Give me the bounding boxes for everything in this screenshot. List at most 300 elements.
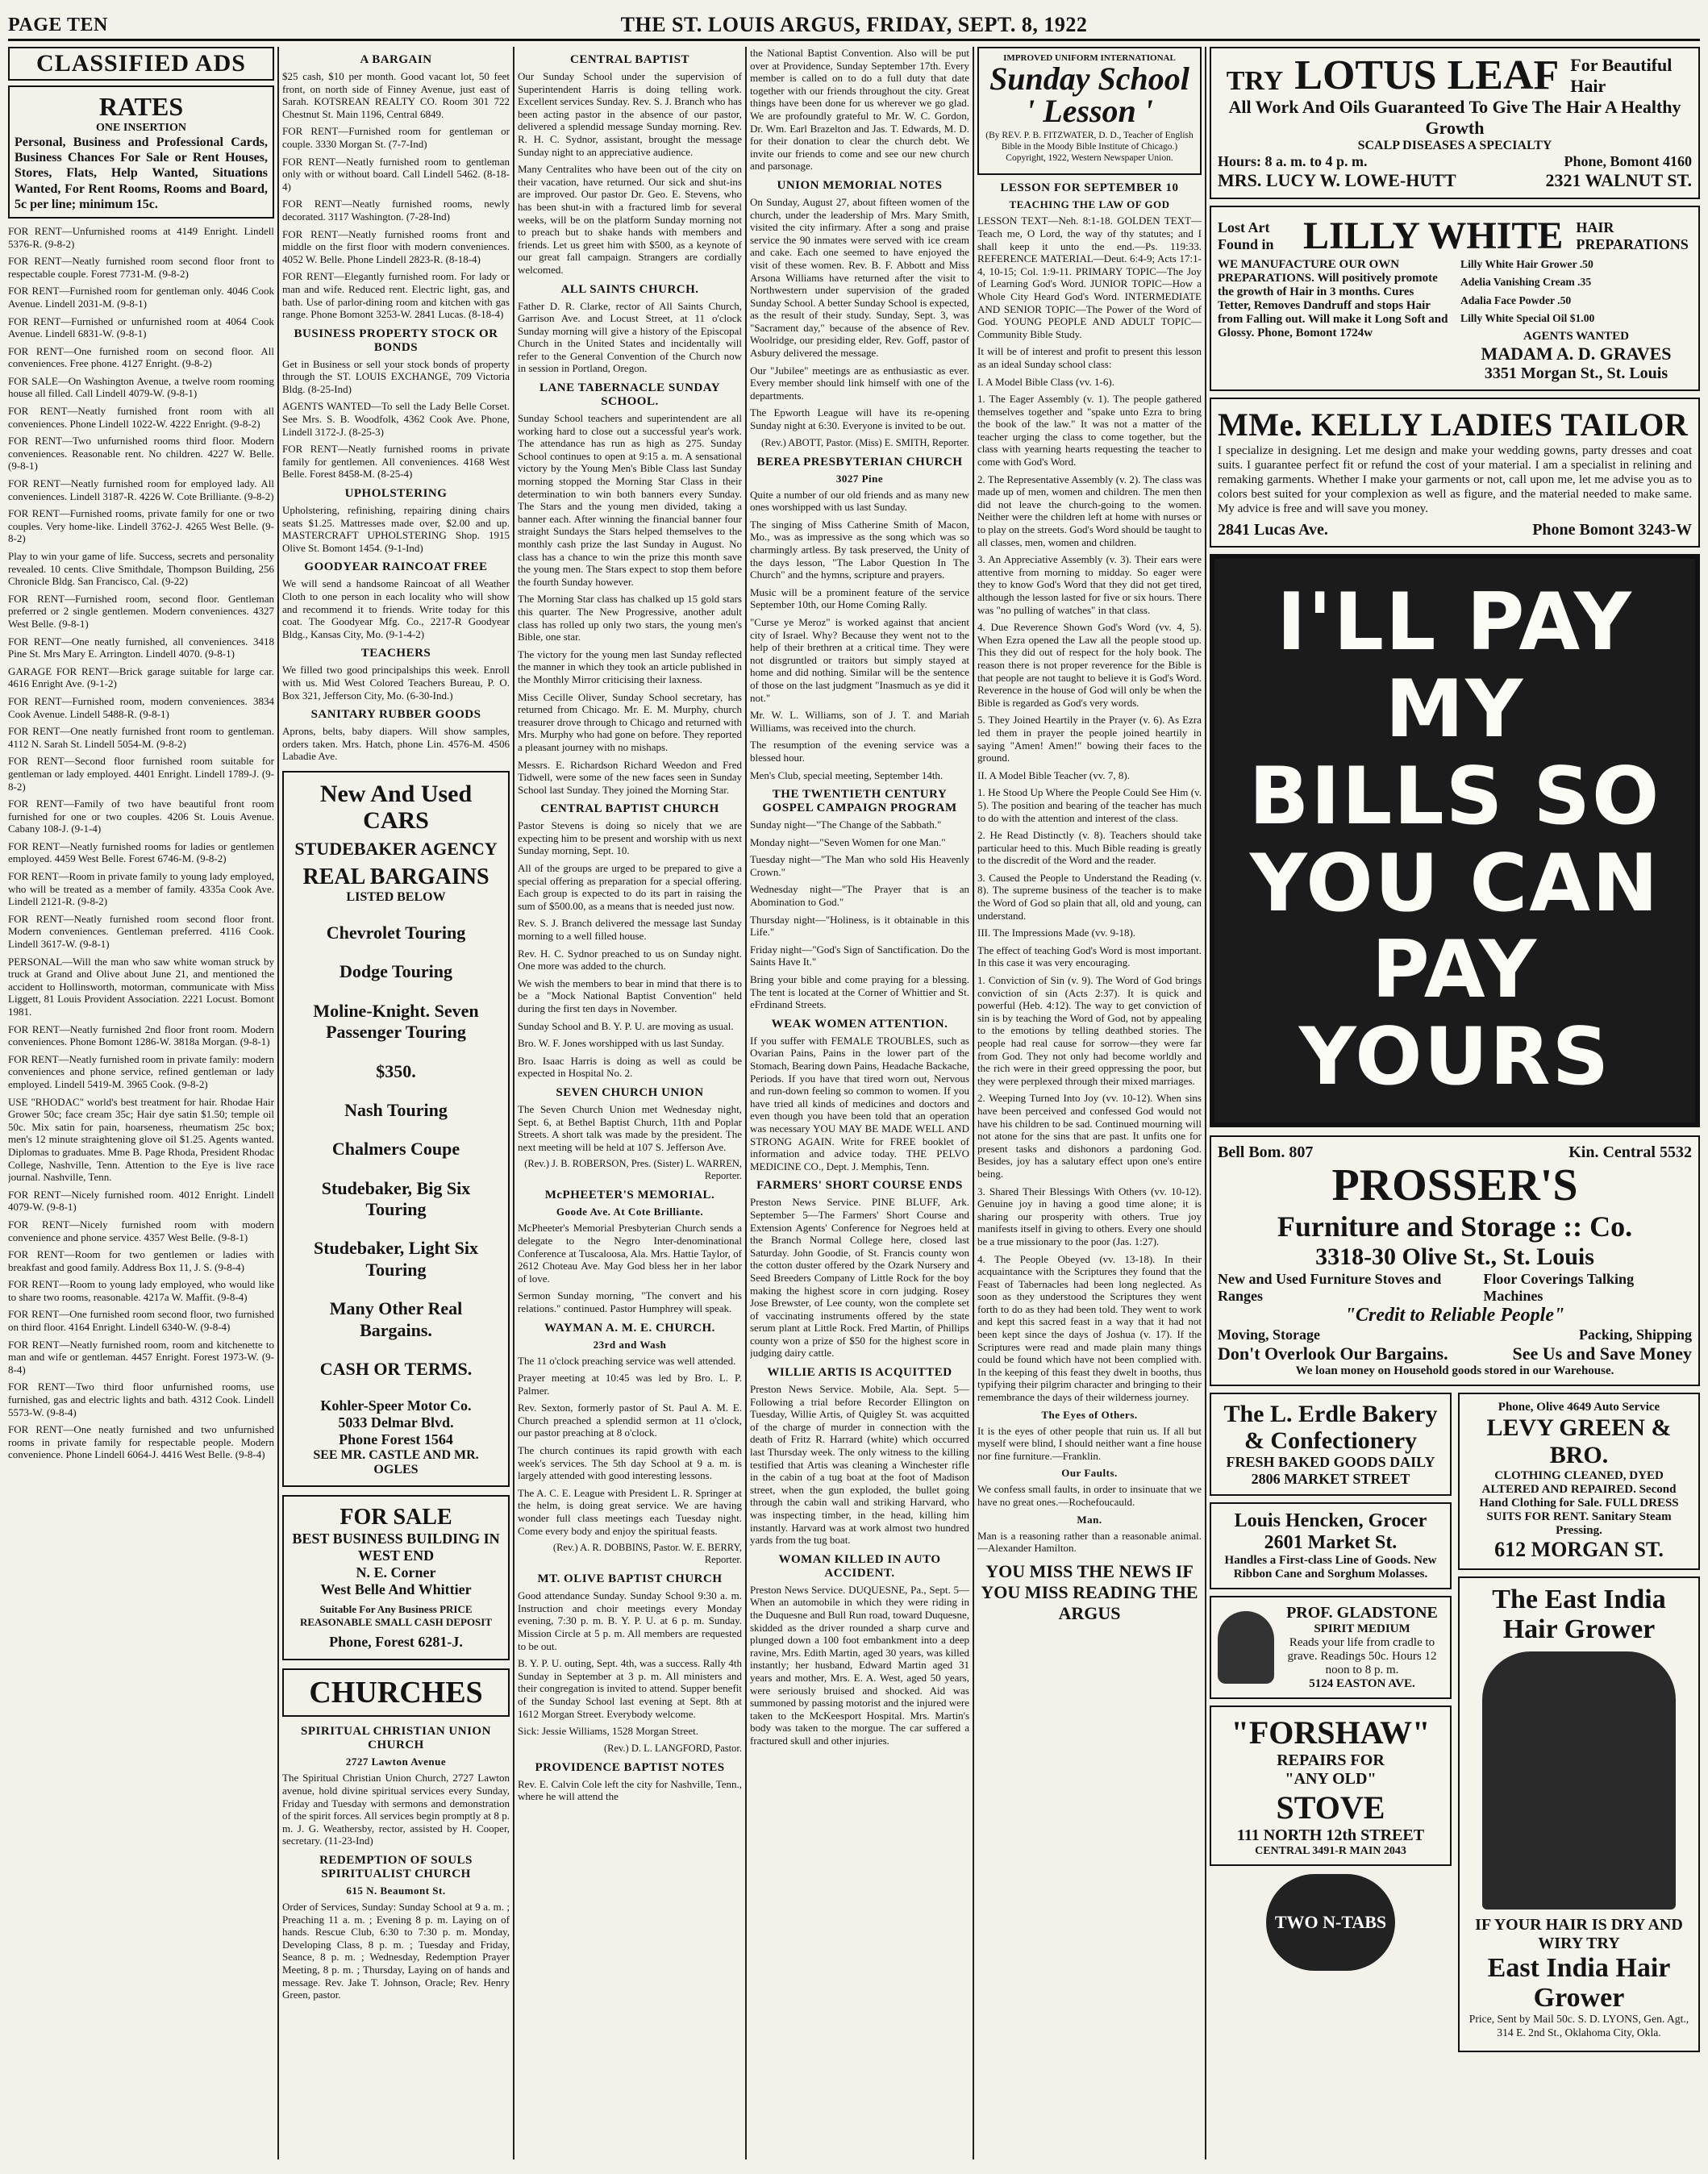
east-india-name-repeat: East India Hair Grower	[1487, 1952, 1671, 2013]
paragraph: The 11 o'clock preaching service was well attended.	[518, 1354, 736, 1367]
lotus-guarantee: All Work And Oils Guaranteed To Give The Hair A Healthy Growth	[1228, 97, 1681, 138]
lane-tabernacle-body	[518, 412, 742, 796]
paragraph: Sunday School teachers and superintendent are all working hard to close out a successful year's work. The attendance has run as high as 275. Sunday School continues to open at 9:15 a. m. A sensational victory by the Young Men's Bible Class last Sunday morning stopped the Morning Star Class in their determination to win both banners every Sunday. The Stars and the young men divided, taking a banner each. After winning the financial banner four straight Sundays the Stars helped themselves to the monthly cash prize the last Sunday in August. No class has a chance to win the prize this month save the young men. The Stars expect to stop them before the fourth Sunday however.	[518, 412, 742, 588]
teachers-body: We filled two good principalships this week. Enroll with us. Mid West Colored Teachers Bureau, P. O. Box 321, Jefferson City, Mo. (6-30-Ind.)	[282, 664, 510, 702]
gladstone-address: 5124 EASTON AVE.	[1309, 1676, 1415, 1690]
paragraph: All of the groups are urged to be prepared to give a special offering as preparation for a special offering. Each group is expected to do its part in raising the sum of $500.00, as a means that is needed just now.	[518, 862, 742, 912]
gladstone-body: Reads your life from cradle to grave. Readings 50c. Hours 12 noon to 8 p. m.	[1287, 1635, 1437, 1676]
paragraph: Friday night—"God's Sign of Sanctification. Do the Saints Have It."	[750, 943, 969, 968]
lotus-hours: Hours: 8 a. m. to 4 p. m.	[1218, 153, 1368, 169]
classified-ad: FOR RENT—One neatly furnished, all conveniences. 3418 Pine St. Mrs Mary E. Arrington. Lindell 4070. (9-8-1)	[8, 635, 274, 660]
spiritual-address: 2727 Lawton Avenue	[345, 1755, 447, 1768]
forshaw-phone: CENTRAL 3491-R MAIN 2043	[1255, 1844, 1406, 1857]
paragraph: Bring your bible and come praying for a blessing. The tent is located at the Corner of Whittier and St. eFrdinand Streets.	[750, 973, 969, 1011]
faults-body: We confess small faults, in order to insinuate that we have no great ones.—Rochefoucauld.	[977, 1483, 1202, 1509]
paragraph: I. A Model Bible Class (vv. 1-6).	[977, 375, 1114, 388]
classified-ad: FOR RENT—Neatly furnished room second floor front. Modern conveniences. Gentleman preferred. 4116 Cook. Lindell 3617-W. (9-8-1)	[8, 912, 274, 951]
weak-women-heading: WEAK WOMEN ATTENTION.	[771, 1017, 948, 1031]
classified-ad: FOR RENT—One furnished room on second floor. All conveniences. Free phone. 4127 Enright. (9-8-2)	[8, 344, 274, 370]
prosser-subtitle: Furniture and Storage :: Co.	[1277, 1210, 1633, 1243]
east-india-prompt: IF YOUR HAIR IS DRY AND WIRY TRY	[1475, 1915, 1683, 1952]
classified-header	[8, 47, 274, 81]
lower-ads	[1210, 1393, 1700, 2059]
wayman-byline: (Rev.) A. R. DOBBINS, Pastor. W. E. BERRY, Reporter.	[552, 1542, 742, 1566]
for-sale-line: West Belle And Whittier	[320, 1581, 472, 1598]
central-baptist-heading: CENTRAL BAPTIST	[570, 53, 689, 66]
masthead	[8, 11, 1700, 41]
kelly-tailor-ad	[1210, 398, 1700, 548]
paragraph: Our "Jubilee" meetings are as enthusiastic as ever. Every member should link himself with one of the departments.	[750, 364, 969, 402]
hencken-tagline: Handles a First-class Line of Goods. New Ribbon Cane and Sorghum Molasses.	[1224, 1553, 1437, 1581]
lilly-madam: MADAM A. D. GRAVES	[1481, 344, 1672, 364]
column-five	[977, 47, 1202, 2159]
prosser-bell-phone: Bell Bom. 807	[1218, 1143, 1314, 1162]
paragraph: 5. They Joined Heartily in the Prayer (v. 6). As Ezra led them in prayer the people joined heartily in saying "Amen! Amen!" bowing their faces to the ground.	[977, 714, 1202, 764]
paragraph: Monday night—"Seven Women for one Man."	[750, 835, 946, 848]
for-sale-line: BEST BUSINESS BUILDING IN WEST END	[292, 1531, 500, 1564]
classified-ad: FOR RENT—Room to young lady employed, who would like to share two rooms, reasonable. 4217a W. Maffit. (9-8-4)	[8, 1278, 274, 1303]
kelly-phone: Phone Bomont 3243-W	[1532, 521, 1692, 539]
providence-body: Rev. E. Calvin Cole left the city for Nashville, Tenn., where he will attend the	[518, 1777, 742, 1803]
levy-name: LEVY GREEN & BRO.	[1486, 1414, 1672, 1468]
classified-ad: FOR RENT—Second floor furnished room suitable for gentleman or lady employed. 4401 Enright. Lindell 1789-J. (9-8-2)	[8, 755, 274, 793]
car-listing: Chalmers Coupe	[331, 1139, 460, 1160]
man-body: Man is a reasoning rather than a reasonable animal.—Alexander Hamilton.	[977, 1529, 1202, 1555]
prosser-name: PROSSER'S	[1331, 1160, 1578, 1211]
gladstone-portrait	[1218, 1611, 1274, 1684]
mcpheeters-heading: McPHEETER'S MEMORIAL.	[544, 1189, 715, 1202]
for-sale-phone: Phone, Forest 6281-J.	[329, 1634, 463, 1651]
paragraph: 4. The People Obeyed (vv. 13-18). In their acquaintance with the Scriptures they found that the Feast of Tabernacles had been long neglected. As soon as they understood the Scriptures they went forth to do as they had been told. They went to work and kept this sacred feast in a way that it had not been kept since the days of Joshua (v. 17). If the Scriptures were read and made plain many things could be found which have not been complied with. In the keeping of this feast they dwelt in booths, thus typifying their pilgrim character and bringing to their remembrance the days of their wilderness journey.	[977, 1252, 1202, 1404]
paragraph: Rev. S. J. Branch delivered the message last Sunday morning to a well filled house.	[518, 917, 742, 943]
classified-ad: Play to win your game of life. Success, secrets and personality revealed. 10 cents. Clive Smithdale, Thompson Building, 256 Chronicle Bldg. San Francisco, Cal. (9-22)	[8, 550, 274, 588]
business-body: Get in Business or sell your stock bonds of property through the ST. LOUIS EXCHANGE, 709 Victoria Bldg. (8-25-Ind)	[282, 357, 510, 395]
paragraph: 1. The Eager Assembly (v. 1). The people gathered themselves together and "spake unto Ezra to bring the book of the law." It was not a matter of the teacher urging the class to come together, but the class with yearning hearts requesting the teacher to come with God's Word.	[977, 393, 1202, 469]
classified-title: CLASSIFIED ADS	[36, 50, 246, 77]
lilly-claims: WE MANUFACTURE OUR OWN PREPARATIONS. Will positively promote the growth of Hair in 3 months. Cures Tetter, Removes Dandruff and stops Hair from Falling out. Will make it Long Soft and Glossy. Phone, Bomont 1724w	[1218, 258, 1448, 339]
classified-ad: FOR RENT—Neatly furnished rooms for ladies or gentlemen employed. 4459 West Belle. Forest 6746-M. (9-8-2)	[8, 839, 274, 865]
column-rule	[973, 47, 974, 2159]
paragraph: Messrs. E. Richardson Richard Weedon and Fred Tidwell, were some of the new faces seen in Sunday School last Sunday. They joined the Morning Star.	[518, 758, 742, 796]
paragraph: B. Y. P. U. outing, Sept. 4th, was a success. Rally 4th Sunday in September at 3 p. m. All ministers and their congregation is invited to attend. Supper benefit of the Sunday School last evening at Sept. 8th at 1612 Morgan Street. Everybody welcome.	[518, 1657, 742, 1720]
paragraph: Sunday School and B. Y. P. U. are moving as usual.	[518, 1019, 734, 1032]
forshaw-name: "FORSHAW"	[1231, 1714, 1431, 1751]
car-listing: Studebaker, Light Six Touring	[314, 1238, 478, 1280]
twentieth-century-heading: THE TWENTIETH CENTURY GOSPEL CAMPAIGN PROGRAM	[762, 788, 957, 815]
wayman-body	[518, 1355, 742, 1538]
classified-ad: FOR RENT—Family of two have beautiful front room furnished for one or two couples. 4206 St. Louis Avenue. Cabany 108-J. (9-1-4)	[8, 798, 274, 835]
classified-ad: FOR RENT—Two unfurnished rooms third floor. Modern conveniences. Reasonable rent. No children. 4227 W. Belle. (9-8-1)	[8, 435, 274, 473]
paragraph: The A. C. E. League with President L. R. Springer at the helm, is doing great service. We are having wonder full class meetings each Tuesday night. Come every body and enjoy the spiritual feasts.	[518, 1486, 742, 1537]
lotus-for: For Beautiful Hair	[1570, 55, 1673, 96]
man-heading: Man.	[1077, 1513, 1102, 1526]
prosser-save: See Us and Save Money	[1512, 1343, 1692, 1364]
lesson-kicker: IMPROVED UNIFORM INTERNATIONAL	[1003, 53, 1176, 63]
cars-agency: STUDEBAKER AGENCY	[294, 838, 498, 859]
kelly-body: I specialize in designing. Let me design and make your wedding gowns, party dresses and coat suits. I guarantee perfect fit or refund the cost of your material. I am a specialist in relining and remaking garments. Whether I make your garments or not, call upon me, let me advise you as to colors best suited for your complexion as well as figure, and the material needed to make same. My advice is free and will save you money.	[1218, 444, 1692, 516]
paragraph: Good attendance Sunday. Sunday School 9:30 a. m. Instruction and choir meetings every Monday evening, 7:30 p. m. B. Y. P. U. at 6 p. m. Sunday. Mission Circle at 5 p. m. All members are requested to be out.	[518, 1589, 742, 1652]
faults-heading: Our Faults.	[1061, 1467, 1118, 1480]
rent-ad: FOR RENT—Neatly furnished rooms, newly decorated. 3117 Washington. (7-28-Ind)	[282, 198, 510, 223]
column-three	[518, 47, 742, 2159]
willie-artis-body: Preston News Service. Mobile, Ala. Sept. 5—Following a trial before Recorder Ellington on Tuesday, Willie Artis, of Quigley St. was acquitted of the charge of murder in connection with the death of Fritz R. Harrard (white) which occurred last Thursday week. The only witness to the killing testified that Artis was cleaning a Winchester rifle in the cabin of a tug boat at the foot of Madison street, when the gun exploded, the bullet going through the cabin wall and striking Harvard, who was inspecting timber, in the head, killing him instantly. Harvard was at work almost two hundred yards from the tug boat.	[750, 1383, 969, 1547]
classified-ad: FOR RENT—Room for two gentlemen or ladies with breakfast and good family. Address Box 11, J. S. (9-8-4)	[8, 1248, 274, 1273]
column-four	[750, 47, 969, 2159]
teachers-heading: TEACHERS	[360, 647, 431, 660]
lesson-body	[977, 345, 1202, 1403]
gladstone-name: PROF. GLADSTONE	[1286, 1603, 1438, 1622]
paragraph: The effect of teaching God's Word is most important. In this case it was very encouraging.	[977, 943, 1202, 969]
rates-body: Personal, Business and Professional Cards, Business Chances For Sale or Rent Houses, Stores, Flats, Help Wanted, Situations Wanted, For Rent Rooms, Rooms and Board, 5c per line; minimum 15c.	[15, 135, 268, 211]
paragraph: Bro. W. F. Jones worshipped with us last Sunday.	[518, 1037, 724, 1050]
rates-box	[8, 85, 274, 219]
east-india-portrait	[1482, 1651, 1677, 1910]
eyes-body: It is the eyes of other people that ruin us. If all but myself were blind, I should neither want a fine house nor fine furniture.—Franklin.	[977, 1424, 1202, 1462]
mt-olive-body	[518, 1589, 742, 1738]
redemption-heading: REDEMPTION OF SOULS SPIRITUALIST CHURCH	[319, 1853, 473, 1880]
redemption-address: 615 N. Beaumont St.	[346, 1884, 446, 1897]
lesson-subject: TEACHING THE LAW OF GOD	[1009, 198, 1170, 211]
cars-phone: Phone Forest 1564	[339, 1431, 453, 1448]
farmers-body: Preston News Service. PINE BLUFF, Ark. September 5—The Farmers' Short Course and Extension Agents' Conference for Negroes held at the Branch Normal College here, closed last Saturday. John Goodie, of St. Francis county won the cotton duster offered by the Ozark Nursery and Seed Breeders Company of Little Rock for the boy making the highest score in corn judging. Rosey Jose Brewster, of Lee county, won the complete set of vaccinating instruments offered by the state serum plant at Little Rock. Fred Martin, of Phillips county won a prize of $50 for the highest score in judging dairy cattle.	[750, 1196, 969, 1360]
lesson-title-sunday-school: Sunday School	[989, 60, 1189, 97]
pay-line: BILLS SO	[1248, 750, 1661, 843]
cars-contact: SEE MR. CASTLE AND MR. OGLES	[313, 1448, 479, 1477]
hencken-name: Louis Hencken, Grocer	[1234, 1510, 1427, 1531]
paragraph: 1. Conviction of Sin (v. 9). The Word of God brings conviction of sin (Acts 2:37). It is quick and powerful (Heb. 4:12). The way to get conviction of sin is by teaching the Word of God, not by appealing to the emotions by telling deathbed stories. The people had real cause for sorrow—they were far from God. They not only had become worldly and the rich were in their greed oppressing the poor, but they were perplexed through their mixed marriages.	[977, 974, 1202, 1087]
paragraph: Rev. H. C. Sydnor preached to us on Sunday night. One more was added to the church.	[518, 947, 742, 972]
wayman-heading: WAYMAN A. M. E. CHURCH.	[544, 1321, 715, 1335]
rent-ad: FOR RENT—Furnished room for gentleman or couple. 3330 Morgan St. (7-7-Ind)	[282, 125, 510, 150]
classified-ad: FOR RENT—Neatly furnished room in private family: modern conveniences and phone service, refined gentleman or lady employed. Lindell 5419-M. 3965 Cook. (9-8-2)	[8, 1052, 274, 1090]
pay-line: YOU CAN	[1249, 837, 1660, 930]
paragraph: The victory for the young men last Sunday reflected the manner in which they took an article published in the Monthly Mirror criticising their laxness.	[518, 648, 742, 685]
lilly-product: Adelia Vanishing Cream .35	[1460, 276, 1592, 289]
spiritual-body: The Spiritual Christian Union Church, 2727 Lawton avenue, hold divine spiritual services every Sunday, Friday and Tuesday with sermons and demonstration of the spirit forces. All services begin promptly at 8 p. m. J. G. Weathersby, rector, assisted by H. Cooper, secretary. (11-23-Ind)	[282, 1772, 510, 1847]
gladstone-title: SPIRIT MEDIUM	[1314, 1622, 1410, 1635]
cars-ad	[282, 771, 510, 1487]
column-rule	[1205, 47, 1206, 2159]
rent-ad: FOR RENT—Neatly furnished rooms in private family for gentlemen. All conveniences. 4168 West Belle. Forest 8458-M. (8-25-4)	[282, 443, 510, 481]
paragraph: Sick: Jessie Williams, 1528 Morgan Street.	[518, 1725, 698, 1738]
prosser-kinloch-phone: Kin. Central 5532	[1568, 1143, 1692, 1162]
rent-ad: FOR RENT—Neatly furnished rooms front and middle on the first floor with modern conveniences. 4052 W. Belle. Phone Lindell 2823-R. (8-18-4)	[282, 227, 510, 265]
paragraph: 2. He Read Distinctly (v. 8). Teachers should take particular heed to this. Much Bible reading is greatly to the discredit of the Word and the reader.	[977, 829, 1202, 867]
paragraph: The singing of Miss Catherine Smith of Macon, Mo., was as impressive as the song which was so charmingly artless. By task preserved, the Unity of the days lesson, "The Labor Question In The Church" and the hymns, scripture and prayers.	[750, 518, 969, 581]
berea-address: 3027 Pine	[835, 472, 884, 485]
paragraph: Tuesday night—"The Man who sold His Heavenly Crown."	[750, 853, 969, 878]
paragraph: Sunday night—"The Change of the Sabbath."	[750, 818, 942, 831]
union-memorial-byline: (Rev.) ABOTT, Pastor. (Miss) E. SMITH, Reporter.	[761, 436, 969, 448]
lesson-byline: (By REV. P. B. FITZWATER, D. D., Teacher of English Bible in the Moody Bible Institute of Chicago.) Copyright, 1922, Western Newspaper Union.	[985, 131, 1194, 163]
paragraph: Prayer meeting at 10:45 was led by Bro. L. P. Palmer.	[518, 1372, 742, 1397]
column-ads	[1210, 47, 1700, 2159]
car-listing: Chevrolet Touring	[326, 922, 466, 943]
paragraph: Thursday night—"Holiness, is it obtainable in this Life."	[750, 913, 969, 939]
prosser-floor: Floor Coverings Talking Machines	[1483, 1270, 1635, 1304]
rent-list	[282, 125, 510, 320]
for-sale-ad	[282, 1495, 510, 1660]
lilly-agents: AGENTS WANTED	[1523, 330, 1629, 344]
kelly-address: 2841 Lucas Ave.	[1218, 521, 1328, 539]
erdle-bakery-ad	[1210, 1393, 1452, 1496]
lilly-preparations: HAIR PREPARATIONS	[1576, 219, 1689, 252]
prosser-moving: Moving, Storage	[1218, 1326, 1320, 1343]
column-rule	[277, 47, 279, 2159]
seven-church-heading: SEVEN CHURCH UNION	[556, 1085, 704, 1099]
paragraph: Wednesday night—"The Prayer that is an Abomination to God."	[750, 883, 969, 909]
lilly-product: Lilly White Special Oil $1.00	[1460, 311, 1595, 324]
lilly-product-list	[1460, 258, 1692, 325]
twentieth-century-body	[750, 818, 969, 1011]
rates-title: RATES	[98, 92, 184, 121]
east-india-name: The East India Hair Grower	[1492, 1584, 1666, 1645]
prosser-packing: Packing, Shipping	[1578, 1326, 1692, 1343]
classified-ad: FOR RENT—Furnished rooms, private family for one or two couples. Very home-like. Lindell 3762-J. 4265 West Belle. (9-8-2)	[8, 507, 274, 545]
paragraph: Mr. W. L. Williams, son of J. T. and Mariah Williams, was received into the church.	[750, 709, 969, 734]
paragraph: It will be of interest and profit to present this lesson as an ideal Sunday school class:	[977, 345, 1202, 370]
redemption-body: Order of Services, Sunday: Sunday School at 9 a. m. ; Preaching 11 a. m. ; Evening 8 p. m. Laying on of hands. Rescue Club, 6:30 to 7:30 p. m. Monday, Developing Class, 8 p. m. ; Tuesday and Friday, Seance, 8 p. m. ; Wednesday, Redemption Prayer Meeting, 8 p. m. ; Thursday, Laying on of hands and message. Rev. Jake T. Johnson, Oracle; Rev. Henry Green, pastor.	[282, 1900, 510, 2001]
bargain-heading: A BARGAIN	[360, 53, 432, 66]
classified-ad: FOR RENT—Neatly furnished room, room and kitchenette to man and wife or gentleman. 4457 Enright. Forest 1973-W. (9-8-4)	[8, 1338, 274, 1376]
paragraph: III. The Impressions Made (vv. 9-18).	[977, 927, 1136, 939]
levy-green-ad	[1458, 1393, 1700, 1570]
hencken-grocer-ad	[1210, 1502, 1452, 1589]
column-two	[282, 47, 510, 2159]
paragraph: Our Sunday School under the supervision of Superintendent Harris is doing telling work. Excellent services Sunday. Rev. S. J. Branch who has been acting pastor in the absence of our pastor, delivered a splendid message Sunday morning. Rev. R. H. C. Sydnor, assistant, brought the message Sunday night to an appreciative audience.	[518, 70, 742, 158]
car-listing: Dodge Touring	[340, 961, 452, 982]
prosser-loan: We loan money on Household goods stored in our Warehouse.	[1295, 1364, 1614, 1377]
column-rule	[745, 47, 747, 2159]
paragraph: Quite a number of our old friends and as many new ones worshipped with us last Sunday.	[750, 488, 969, 514]
willie-artis-heading: WILLIE ARTIS IS ACQUITTED	[767, 1366, 952, 1380]
union-memorial-body	[750, 196, 969, 432]
classified-list	[8, 225, 274, 1461]
classified-ad: FOR RENT—Neatly furnished room second floor front to respectable couple. Forest 7731-M. (9-8-2)	[8, 255, 274, 280]
paragraph: Miss Cecille Oliver, Sunday School secretary, has returned from Chicago. Mr. E. M. Murphy, church treasurer drove through to Chicago and returned with Mrs. Murphy who had gone on before. They reported a pleasant journey with no mishaps.	[518, 690, 742, 753]
prosser-bargains: Don't Overlook Our Bargains.	[1218, 1343, 1448, 1364]
lilly-white-ad	[1210, 206, 1700, 391]
you-miss-the-news: YOU MISS THE NEWS IF YOU MISS READING THE ARGUS	[981, 1560, 1198, 1623]
prosser-address: 3318-30 Olive St., St. Louis	[1315, 1243, 1594, 1270]
paragraph: 2. Weeping Turned Into Joy (vv. 10-12). When sins have been perceived and confessed God would not have his children to be sad. Continued mourning will not atone for the sins that are past. It unfits one for present tasks and dishonors a pardoning God. Besides, joy has a salutary effect upon one's entire being.	[977, 1092, 1202, 1180]
mcpheeters-address: Goode Ave. At Cote Brilliante.	[556, 1206, 704, 1218]
car-list	[292, 922, 500, 1380]
providence-heading: PROVIDENCE BAPTIST NOTES	[535, 1760, 725, 1774]
classified-ad: FOR RENT—Furnished room, modern conveniences. 3834 Cook Avenue. Lindell 5488-R. (9-8-1)	[8, 694, 274, 720]
paragraph: 2. The Representative Assembly (v. 2). The class was made up of men, women and children. The men then did not leave the church-going to the women. Neither were the children left at home with nurses or to play on the streets. God's Word should be taught to all classes, men, women and children.	[977, 473, 1202, 548]
pay-line: PAY YOURS	[1298, 924, 1611, 1104]
lotus-address: 2321 WALNUT ST.	[1545, 170, 1692, 190]
cars-headline: New And Used CARS	[319, 780, 473, 834]
auto-accident-body: Preston News Service. DUQUESNE, Pa., Sept. 5—When an automobile in which they were riding in the Duquesne and Bull Run road, toward Duquesne, skidded as the driver rounded a sharp curve and plunged down a 100 foot embankment into a deep ravine, Mrs. Edith Martin, aged 30 years, was killed instantly; her husband, Edward Martin aged 31 years and mother, Mrs. E. A. West, aged 50 years, were seriously bruised and shocked. Aid was summoned by passing motorist and the injured were taken to the McKeesport Hospital. Mrs. Martin's body was taken to the morgue. The car suffered a fractured skull and other injuries.	[750, 1583, 969, 1747]
paragraph: Rev. Sexton, formerly pastor of St. Paul A. M. E. Church preached a splendid sermon at 11 o'clock, our pastor preaching at 8 o'clock.	[518, 1401, 742, 1439]
churches-banner: CHURCHES	[282, 1668, 510, 1717]
classified-ad: GARAGE FOR RENT—Brick garage suitable for large car. 4616 Enright Ave. (9-1-2)	[8, 664, 274, 690]
paragraph: Pastor Stevens is doing so nicely that we are expecting him to be present and worship with us next Sunday morning, Sept. 10.	[518, 819, 742, 857]
rent-ad: FOR RENT—Elegantly furnished room. For lady or man and wife. Reduced rent. Electric light, gas, and bath. Use of parlor-dining room and kitchen with gas range. Phone Bomont 3253-W. 2841 Lucas. (8-18-4)	[282, 270, 510, 321]
car-listing: CASH OR TERMS.	[319, 1359, 473, 1380]
erdle-address: 2806 MARKET STREET	[1251, 1470, 1410, 1487]
pay-bills-ad	[1210, 554, 1700, 1127]
paragraph: The Epworth League will have its re-opening Sunday night at 6:30. Everyone is invited to be out.	[750, 406, 969, 432]
lilly-product: Adalia Face Powder .50	[1460, 294, 1572, 306]
paragraph: Music will be a prominent feature of the service September 10th, our Home Coming Rally.	[750, 585, 969, 611]
paragraph: The Morning Star class has chalked up 15 gold stars this quarter. The New Progressive, another adult class has rolled up only two stars, the young men's Bible, one star.	[518, 593, 742, 643]
classified-ad: FOR RENT—Furnished room for gentleman only. 4046 Cook Avenue. Lindell 2031-M. (9-8-1)	[8, 285, 274, 310]
auto-accident-heading: WOMAN KILLED IN AUTO ACCIDENT.	[778, 1552, 941, 1580]
forshaw-stove: STOVE	[1276, 1789, 1385, 1826]
classified-ad: FOR RENT—Two third floor unfurnished rooms, use furnished, gas and electric lights and bath. 4312 Cook. Lindell 5573-W. (9-8-4)	[8, 1381, 274, 1418]
classified-ad: PERSONAL—Will the man who saw white woman struck by truck at Grand and Olive about June 21, and mentioned the accident to Hollinsworth, motorman, communicate with Miss Liggett, 81 Louis Provident Association. 2221 Locust. Bomont 1981.	[8, 955, 274, 1018]
lotus-leaf-ad	[1210, 47, 1700, 199]
for-sale-terms: Suitable For Any Business PRICE REASONABLE SMALL CASH DEPOSIT	[299, 1603, 493, 1629]
cars-listed: LISTED BELOW	[346, 889, 446, 904]
central-baptist-body	[518, 70, 742, 277]
n-tabs-ad: TWO N-TABS	[1266, 1874, 1395, 1971]
paragraph: The resumption of the evening service was a blessed hour.	[750, 739, 969, 764]
lotus-try: TRY	[1226, 66, 1284, 96]
lesson-meta: LESSON TEXT—Neh. 8:1-18. GOLDEN TEXT—Teach me, O Lord, the way of thy statutes; and I shall keep it unto the end.—Ps. 119:33. REFERENCE MATERIAL—Deut. 6:4-9; Acts 17:1-4, 10-15; Col. 1:9-11. PRIMARY TOPIC—The Joy of Learning God's Word. JUNIOR TOPIC—How a Whole City Heard God's Word. INTERMEDIATE AND SENIOR TOPIC—The Power of the Word of God. YOUNG PEOPLE AND ADULT TOPIC—Community Bible Study.	[977, 214, 1202, 340]
paragraph: We wish the members to bear in mind that there is to be a "Mock National Baptist Convention" held during the first ten days in November.	[518, 977, 742, 1014]
paragraph: 3. Shared Their Blessings With Others (vv. 10-12). Genuine joy in having a good time alone; it is sharing our prosperity with others. True joy manifests itself in giving to others. Every one should be a true missionary to the poor (Jas. 1:27).	[977, 1185, 1202, 1247]
paragraph: The church continues its rapid growth with each week's services. The 5th day School at 9 a. m. is largely attended with good interesting lessons.	[518, 1444, 742, 1482]
central-baptist-church-heading: CENTRAL BAPTIST CHURCH	[540, 802, 719, 816]
classified-ad: FOR RENT—Neatly furnished room for employed lady. All conveniences. Lindell 3187-R. 4226 W. Cote Brilliante. (9-8-2)	[8, 477, 274, 502]
berea-body	[750, 489, 969, 781]
upholstering-heading: UPHOLSTERING	[344, 487, 448, 501]
eyes-heading: The Eyes of Others.	[1041, 1408, 1138, 1421]
east-india-ad	[1458, 1576, 1700, 2052]
classified-ad: FOR RENT—Neatly furnished 2nd floor front room. Modern conveniences. Phone Bomont 1286-W. 3818a Morgan. (9-8-1)	[8, 1022, 274, 1048]
prosser-furniture-ad	[1210, 1135, 1700, 1386]
mcpheeters-body	[518, 1222, 742, 1314]
paragraph: "Curse ye Meroz" is worked against that ancient city of Israel. Why? Because they went not to the help of their brethren at a critical time. They were not disgruntled or traitors but simply stayed at home and did nothing. Similar will be the sentence of those on the last judgment "Inasmuch as ye did it not."	[750, 615, 969, 704]
paragraph: 1. He Stood Up Where the People Could See Him (v. 5). The position and bearing of the teacher has much to do with the attention and interest of the class.	[977, 786, 1202, 824]
rubber-body: Aprons, belts, baby diapers. Will show samples, orders taken. Mrs. Hatch, phone Lin. 4576-M. 4506 Labadie Ave.	[282, 725, 510, 763]
lilly-product: Lilly White Hair Grower .50	[1460, 258, 1593, 270]
spiritual-heading: SPIRITUAL CHRISTIAN UNION CHURCH	[301, 1725, 491, 1752]
cars-firm: Kohler-Speer Motor Co.	[320, 1397, 472, 1414]
paragraph: McPheeter's Memorial Presbyterian Church sends a delegate to the Negro Inter-denominational Conference at Tuscaloosa, Ala. Mrs. Hattie Taylor, of 2612 Choteau Ave. May God bless her in her labor of love.	[518, 1222, 742, 1285]
business-heading: BUSINESS PROPERTY STOCK OR BONDS	[294, 327, 498, 354]
east-india-body: Price, Sent by Mail 50c. S. D. LYONS, Gen. Agt., 314 E. 2nd St., Oklahoma City, Okla.	[1468, 2013, 1689, 2039]
levy-body: CLOTHING CLEANED, DYED ALTERED AND REPAIRED. Second Hand Clothing for Sale. FULL DRESS SUITS FOR RENT. Sanitary Steam Pressing.	[1479, 1468, 1679, 1537]
lilly-address: 3351 Morgan St., St. Louis	[1484, 364, 1668, 383]
car-listing: Many Other Real Bargains.	[329, 1298, 463, 1340]
levy-address: 612 MORGAN ST.	[1494, 1537, 1664, 1561]
lilly-lost-art: Lost Art Found in	[1218, 219, 1274, 252]
classified-ad: FOR RENT—One neatly furnished and two unfurnished rooms in private family for respectable people. Modern convenience. Phone Lindell 6064-J. 4416 West Belle. (9-8-4)	[8, 1423, 274, 1461]
classified-ad: FOR RENT—Nicely furnished room. 4012 Enright. Lindell 4079-W. (9-8-1)	[8, 1188, 274, 1214]
union-memorial-heading: UNION MEMORIAL NOTES	[777, 178, 943, 192]
lesson-title-lesson: ' Lesson '	[1026, 93, 1153, 129]
pay-line: I'LL PAY MY	[1277, 577, 1633, 756]
paragraph: Bro. Isaac Harris is doing as well as could be expected in Hospital No. 2.	[518, 1054, 742, 1080]
classified-ad: FOR RENT—Furnished or unfurnished room at 4064 Cook Avenue. Lindell 6831-W. (9-8-1)	[8, 314, 274, 340]
classified-ad: FOR RENT—One neatly furnished front room to gentleman. 4112 N. Sarah St. Lindell 5054-M. (9-8-2)	[8, 725, 274, 750]
paragraph: Many Centralites who have been out of the city on their vacation, have returned. Our sick and shut-ins are improved. Our pastor Dr. Geo. E. Stevens, who has been shut-in with a fractured limb for several weeks, will be on the platform Sunday morning not to preach but to shake hands with members and friends. Let us greet him with $500, as a keynote of our great fall campaign. Strangers are cordially welcomed.	[518, 163, 742, 276]
paragraph: Men's Club, special meeting, September 14th.	[750, 768, 944, 781]
lotus-phone: Phone, Bomont 4160	[1564, 153, 1692, 169]
hencken-address: 2601 Market St.	[1264, 1531, 1398, 1553]
classified-ad: USE "RHODAC" world's best treatment for hair. Rhodae Hair Grower 50c; face cream 35c; Hair dye satin $1.50; temple oil 50c. Mix satin for pain, hoarseness, rheumatism 25c box; men's 12 minute straightening glove oil $1.25. Agents wanted. Diplomas to graduates. Mme B. Page Rhoda, President Rhodac College, Nashville, Tenn. Attention to the Eye is live race journal. Nashville, Tenn.	[8, 1095, 274, 1184]
column-classified	[8, 47, 274, 2159]
paragraph: 3. Caused the People to Understand the Reading (v. 8). The supreme business of the teacher is to make the Word of God so plain that all, old and young, can understand.	[977, 871, 1202, 922]
all-saints-heading: ALL SAINTS CHURCH.	[560, 282, 699, 296]
classified-ad: FOR RENT—Unfurnished rooms at 4149 Enright. Lindell 5376-R. (9-8-2)	[8, 224, 274, 250]
seven-church-byline: (Rev.) J. B. ROBERSON, Pres. (Sister) L. WARREN, Reporter.	[524, 1158, 742, 1182]
forshaw-line: "ANY OLD"	[1285, 1769, 1377, 1788]
farmers-heading: FARMERS' SHORT COURSE ENDS	[756, 1179, 963, 1193]
goodyear-heading: GOODYEAR RAINCOAT FREE	[304, 560, 488, 574]
classified-ad: FOR SALE—On Washington Avenue, a twelve room rooming house all filled. Call Lindell 4079-W. (9-8-1)	[8, 374, 274, 400]
rubber-heading: SANITARY RUBBER GOODS	[310, 708, 481, 722]
central-baptist-church-body	[518, 819, 742, 1080]
seven-church-body: The Seven Church Union met Wednesday night, Sept. 6, at Bethel Baptist Church, 11th and Poplar Streets. A short talk was made by the president. The next meeting will be held at 107 S. Jefferson Ave.	[518, 1102, 742, 1153]
paragraph: On Sunday, August 27, about fifteen women of the church, under the leadership of Mrs. Mary Smith, visited the city infirmary. After a song and praise service the 90 inmates were served with ice cream and cake. Each one seemed to have enjoyed the visit of these women. Rev. B. F. Abbott and Miss Arsona Williams have returned after the visit to Northwestern under supervision of the graded Sunday School. A better Sunday School is expected, as the result of their study. Sunday, Sept. 3, was "Sacrament day," because of the absence of Rev. Woolridge, our presiding elder, Rev. Goff, pastor of Asbury delivered the message.	[750, 195, 969, 360]
upholstering-body: Upholstering, refinishing, repairing dining chairs seats $1.25. Mattresses made over, $2.00 and up. MASTERCRAFT UPHOLSTERING Shop. 1915 Olive St. Bomont 1454. (9-1-Ind)	[282, 504, 510, 554]
cars-bargains: REAL BARGAINS	[302, 864, 489, 889]
bargain-body: $25 cash, $10 per month. Good vacant lot, 50 feet front, on north side of Finney Avenue, just east of Sarah. KOTSREAN REALTY CO. Room 301 722 Chestnut St. Main 1196, Central 6849.	[282, 70, 510, 120]
for-sale-headline: FOR SALE	[340, 1505, 452, 1531]
gladstone-ad	[1210, 1596, 1452, 1699]
car-listing: Moline-Knight. Seven Passenger Touring	[313, 1000, 479, 1043]
lotus-specialty: SCALP DISEASES A SPECIALTY	[1357, 139, 1552, 152]
classified-ad: FOR RENT—Furnished room, second floor. Gentleman preferred or 2 single gentlemen. Modern conveniences. 4327 West Belle. (9-8-1)	[8, 592, 274, 630]
classified-ad: FOR RENT—One furnished room second floor, two furnished on third floor. 4164 Enright. Lindell 6340-W. (9-8-4)	[8, 1308, 274, 1334]
paragraph: Sermon Sunday morning, "The convert and his relations." continued. Pastor Humphrey will speak.	[518, 1289, 742, 1314]
mt-olive-heading: MT. OLIVE BAPTIST CHURCH	[537, 1572, 723, 1586]
erdle-tagline: FRESH BAKED GOODS DAILY	[1226, 1453, 1435, 1470]
kelly-headline: MMe. KELLY LADIES TAILOR	[1218, 406, 1689, 444]
car-listing: Studebaker, Big Six Touring	[321, 1177, 471, 1220]
weak-women-body: If you suffer with FEMALE TROUBLES, such as Ovarian Pains, Pains in the lower part of the Stomach, Bearing down Pains, Headache Backache, Periods. If you have that tired worn out, Nervous and run-down feeling so common to women. If you have tried all kinds of medicines and doctors and even though you have been told that an operation was necessary YOU MAY BE MADE WELL AND STRONG AGAIN. Write for FREE booklet of information and advice today. THE PELVO MEDICINE CO., Dept. J. Memphis, Tenn.	[750, 1034, 969, 1172]
mt-olive-byline: (Rev.) D. L. LANGFORD, Pastor.	[603, 1742, 742, 1754]
wayman-address: 23rd and Wash	[593, 1338, 667, 1351]
prosser-credit: "Credit to Reliable People"	[1344, 1304, 1565, 1326]
forshaw-line: REPAIRS FOR	[1277, 1751, 1385, 1769]
lotus-proprietor: MRS. LUCY W. LOWE-HUTT	[1218, 170, 1456, 190]
forshaw-stove-ad	[1210, 1705, 1452, 1866]
car-listing: $350.	[376, 1060, 416, 1081]
rent-ad: FOR RENT—Neatly furnished room to gentleman only with or without board. Call Lindell 5462. (8-18-4)	[282, 155, 510, 193]
lotus-name: LOTUS LEAF	[1294, 52, 1560, 98]
newspaper-title: THE ST. LOUIS ARGUS, FRIDAY, SEPT. 8, 1922	[620, 13, 1088, 36]
providence-continued: the National Baptist Convention. Also will be put over at Providence, Sunday September 17th. Every member is called on to do a full duty that date together with our friends throughout the city. Great things have been done for us wherever we go glad. We are profoundly grateful to Mr. W. C. Gordon, Dr. Wm. Earl Brazelton and Jas. T. Edwards, M. D. for their donation to clear the church debt. We invite our friends to come and see our new church and parsonage.	[750, 47, 969, 173]
paragraph: II. A Model Bible Teacher (vv. 7, 8).	[977, 768, 1130, 781]
agents-ad: AGENTS WANTED—To sell the Lady Belle Corset. See Mrs. S. B. Woodfolk, 4362 Cook Ave. Phone, Lindell 3172-J. (8-25-3)	[282, 400, 510, 438]
erdle-name: The L. Erdle Bakery & Confectionery	[1223, 1400, 1438, 1454]
lesson-date-heading: LESSON FOR SEPTEMBER 10	[1000, 181, 1179, 195]
page-number: PAGE TEN	[8, 14, 108, 35]
levy-phone: Phone, Olive 4649 Auto Service	[1498, 1400, 1660, 1414]
car-listing: Nash Touring	[344, 1099, 448, 1120]
paragraph: 3. An Appreciative Assembly (v. 3). Their ears were attentive from morning to midday. So eager were they to know God's Word that they did not get tired, although the lesson lasted for five or six hours. There was "no pulling of watches" in that class.	[977, 553, 1202, 616]
classified-ad: FOR RENT—Room in private family to young lady employed, who will be treated as a member of family. 4335a Cook Ave. Lindell 2121-R. (9-8-2)	[8, 870, 274, 908]
prosser-furniture: New and Used Furniture Stoves and Ranges	[1218, 1270, 1442, 1304]
sunday-school-lesson-header	[977, 47, 1202, 175]
lane-tabernacle-heading: LANE TABERNACLE SUNDAY SCHOOL.	[539, 381, 721, 409]
classified-ad: FOR RENT—Nicely furnished room with modern convenience and phone service. 4357 West Belle. (9-8-1)	[8, 1218, 274, 1243]
rates-subtitle: ONE INSERTION	[96, 122, 186, 134]
for-sale-line: N. E. Corner	[356, 1564, 436, 1581]
all-saints-body: Father D. R. Clarke, rector of All Saints Church, Garrison Ave. and Locust Street, at 11 o'clock Sunday morning will give a history of the Episcopal Church in the United States and incidentally will refer to the General Convention of the Church now in session in Portland, Oregon.	[518, 299, 742, 375]
classified-ad: FOR RENT—Neatly furnished front room with all conveniences. Phone Lindell 1022-W. 4222 Enright. (9-8-2)	[8, 405, 274, 430]
cars-address: 5033 Delmar Blvd.	[338, 1414, 454, 1431]
column-rule	[513, 47, 514, 2159]
berea-heading: BEREA PRESBYTERIAN CHURCH	[756, 455, 963, 469]
